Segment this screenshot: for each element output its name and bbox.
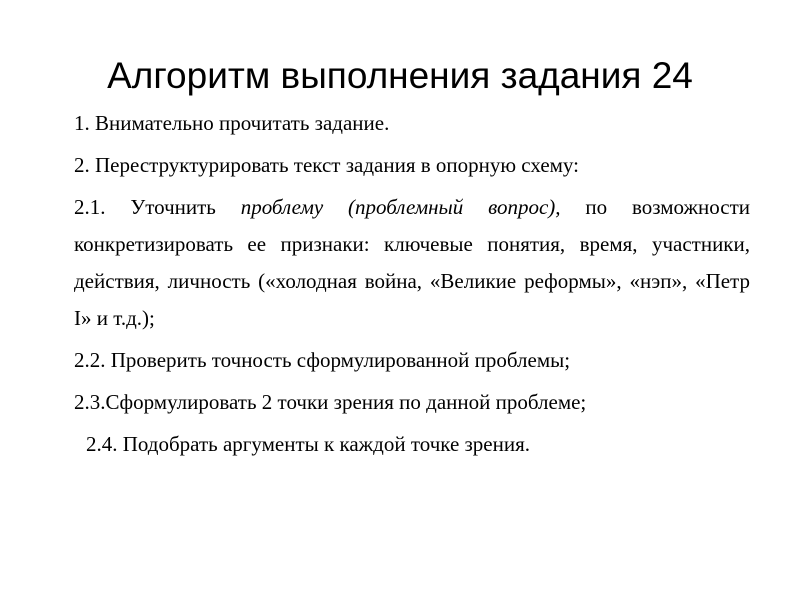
- step-2-3: 2.3.Сформулировать 2 точки зрения по данной проблеме;: [74, 390, 587, 414]
- slide-title: Алгоритм выполнения задания 24: [107, 55, 693, 96]
- step-2: 2. Переструктурировать текст задания в опорную схему:: [74, 153, 579, 177]
- step-2-1: [74, 189, 750, 337]
- step-2-1-emphasis: проблему (проблемный вопрос),: [240, 195, 561, 219]
- step-1: 1. Внимательно прочитать задание.: [74, 111, 390, 135]
- step-2-2: 2.2. Проверить точность сформулированной проблемы;: [74, 348, 571, 372]
- step-2-1-prefix: 2.1. Уточнить: [74, 195, 241, 219]
- step-2-1-suffix: по возможности конкретизировать ее признаки: ключевые понятия, время, участники, действия, личность («холодная война, «Великие реформы», «нэп», «Петр I» и т.д.);: [74, 195, 750, 330]
- step-2-4: 2.4. Подобрать аргументы к каждой точке зрения.: [86, 432, 531, 456]
- slide-body: [74, 105, 750, 468]
